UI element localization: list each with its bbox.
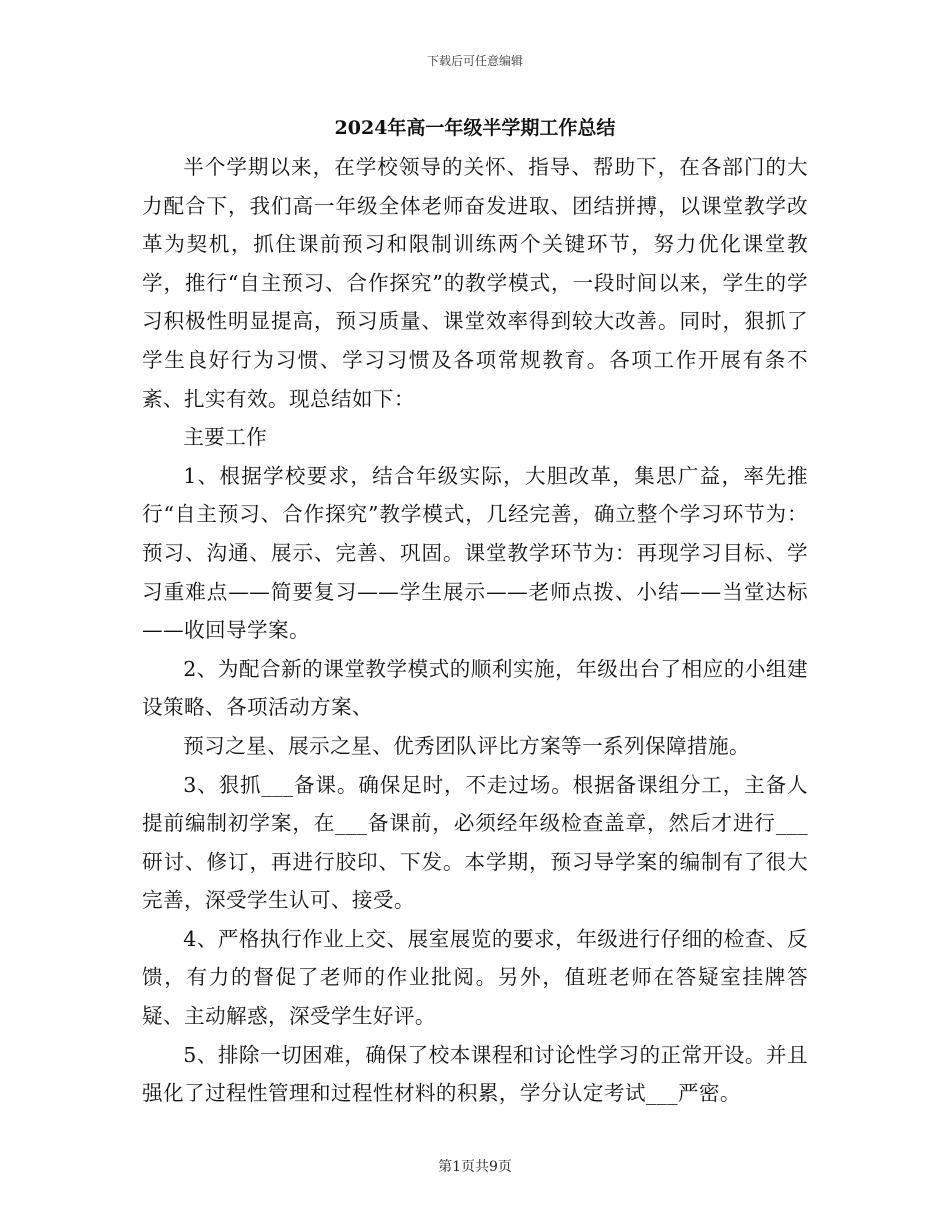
document-title: 2024年高一年级半学期工作总结 — [334, 117, 616, 139]
page-number: 第1页共9页 — [438, 1159, 512, 1175]
paragraph-item-5: 5、排除一切困难，确保了校本课程和讨论性学习的正常开设。并且强化了过程性管理和过程性材料的积累，学分认定考试___严密。 — [142, 1042, 808, 1106]
document-body — [142, 148, 808, 1113]
paragraph-item-3: 3、狠抓___备课。确保足时，不走过场。根据备课组分工，主备人提前编制初学案，在___备课前，必须经年级检查盖章，然后才进行___研讨、修订，再进行胶印、下发。本学期，预习导学案的编制有了很大完善，深受学生认可、接受。 — [142, 772, 808, 913]
paragraph-intro: 半个学期以来，在学校领导的关怀、指导、帮助下，在各部门的大力配合下，我们高一年级全体老师奋发进取、团结拼搏，以课堂教学改革为契机，抓住课前预习和限制训练两个关键环节，努力优化课堂教学，推行“自主预习、合作探究”的教学模式，一段时间以来，学生的学习积极性明显提高，预习质量、课堂效率得到较大改善。同时，狠抓了学生良好行为习惯、学习习惯及各项常规教育。各项工作开展有条不紊、扎实有效。现总结如下： — [142, 155, 808, 411]
paragraph-item-4: 4、严格执行作业上交、展室展览的要求，年级进行仔细的检查、反馈，有力的督促了老师的作业批阅。另外，值班老师在答疑室挂牌答疑、主动解惑，深受学生好评。 — [142, 926, 808, 1029]
paragraph-item-2: 2、为配合新的课堂教学模式的顺利实施，年级出台了相应的小组建设策略、各项活动方案、 — [142, 656, 808, 720]
section-heading-main-work: 主要工作 — [183, 425, 268, 450]
paragraph-item-1: 1、根据学校要求，结合年级实际，大胆改革，集思广益，率先推行“自主预习、合作探究”教学模式，几经完善，确立整个学习环节为：预习、沟通、展示、完善、巩固。课堂教学环节为：再现学习目标、学习重难点——简要复习——学生展示——老师点拨、小结——当堂达标——收回导学案。 — [142, 463, 808, 643]
paragraph-item-2-continued: 预习之星、展示之星、优秀团队评比方案等一系列保障措施。 — [183, 733, 751, 758]
header-note: 下载后可任意编辑 — [426, 54, 523, 68]
